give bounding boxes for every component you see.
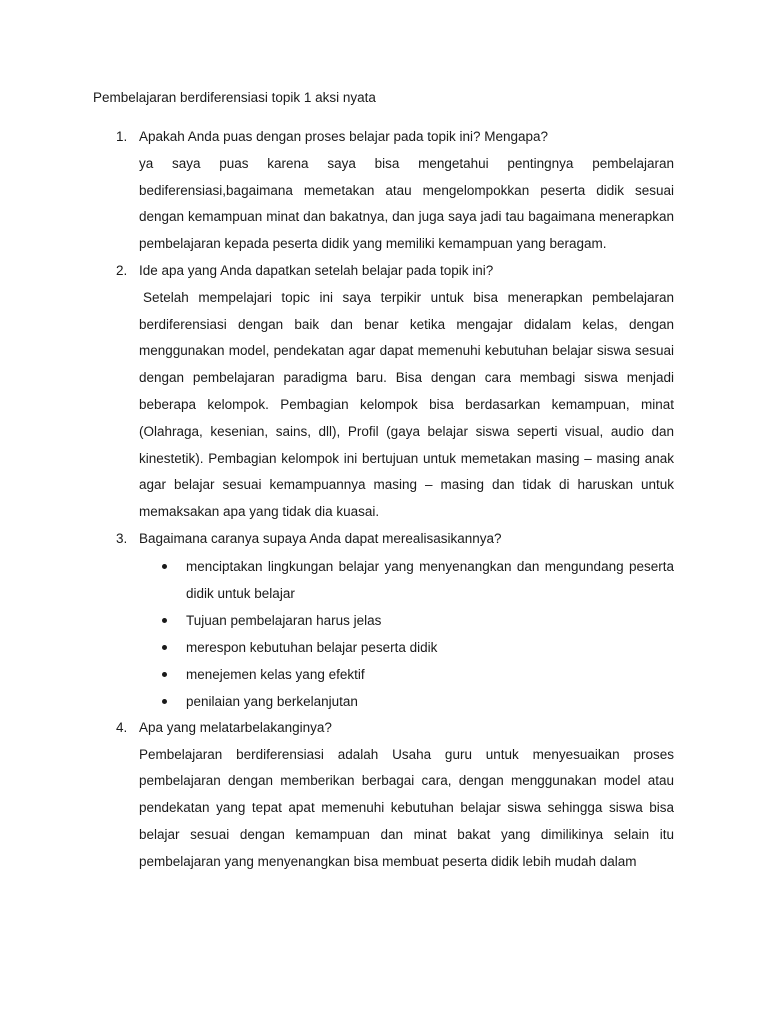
- bullet-item: [186, 634, 674, 661]
- question-number: 4.: [116, 719, 128, 735]
- bullet-text: Tujuan pembelajaran harus jelas: [186, 612, 382, 628]
- bullet-item: [186, 553, 674, 607]
- bullet-text: menejemen kelas yang efektif: [186, 666, 365, 682]
- bullet-icon: [162, 672, 167, 677]
- question-number: 3.: [116, 530, 128, 546]
- question-item-1: [0, 124, 768, 258]
- question-text: Ide apa yang Anda dapatkan setelah belajar pada topik ini?: [139, 262, 494, 278]
- bullet-icon: [162, 618, 167, 623]
- bullet-item: [186, 688, 674, 715]
- question-item-3: [0, 526, 768, 715]
- question-text: Apakah Anda puas dengan proses belajar pada topik ini? Mengapa?: [139, 129, 549, 144]
- bullet-icon: [162, 564, 167, 569]
- bullet-text: merespon kebutuhan belajar peserta didik: [186, 639, 438, 655]
- document-title: Pembelajaran berdiferensiasi topik 1 aksi nyata: [93, 90, 376, 105]
- question-number: 1.: [116, 129, 128, 144]
- question-number: 2.: [116, 262, 128, 278]
- bullet-item: [186, 607, 674, 634]
- answer-text: Pembelajaran berdiferensiasi adalah Usaha guru untuk menyesuaikan proses pembelajaran dengan memberikan berbagai cara, dengan menggunakan model atau pendekatan yang tepat apat memenuhi kebutuhan belajar siswa sehingga siswa bisa belajar sesuai dengan kemampuan dan minat bakat yang dimilikinya selain itu pembelajaran yang menyenangkan bisa membuat peserta didik lebih mudah dalam: [139, 746, 674, 869]
- bullet-list: [0, 553, 768, 715]
- bullet-text: penilaian yang berkelanjutan: [186, 693, 358, 709]
- bullet-item: [186, 661, 674, 688]
- answer-text: Setelah mempelajari topic ini saya terpikir untuk bisa menerapkan pembelajaran berdiferensiasi dengan baik dan benar ketika mengajar didalam kelas, dengan menggunakan model, pendekatan agar dapat memenuhi kebutuhan belajar siswa sesuai dengan pembelajaran paradigma baru. Bisa dengan cara membagi siswa menjadi beberapa kelompok. Pembagian kelompok bisa berdasarkan kemampuan, minat (Olahraga, kesenian, sains, dll), Profil (gaya belajar siswa seperti visual, audio dan kinestetik). Pembagian kelompok ini bertujuan untuk memetakan masing – masing anak agar belajar sesuai kemampuannya masing – masing dan tidak di haruskan untuk memaksakan apa yang tidak dia kuasai.: [139, 289, 674, 520]
- question-item-4: [0, 715, 768, 876]
- question-list: [0, 124, 768, 876]
- bullet-icon: [162, 699, 167, 704]
- question-text: Apa yang melatarbelakanginya?: [139, 719, 332, 735]
- question-text: Bagaimana caranya supaya Anda dapat merealisasikannya?: [139, 530, 502, 546]
- bullet-text: menciptakan lingkungan belajar yang menyenangkan dan mengundang peserta didik untuk belajar: [186, 558, 674, 601]
- answer-text: ya saya puas karena saya bisa mengetahui pentingnya pembelajaran bediferensiasi,bagaimana memetakan atau mengelompokkan peserta didik sesuai dengan kemampuan minat dan bakatnya, dan juga saya jadi tau bagaimana menerapkan pembelajaran kepada peserta didik yang memiliki kemampuan yang beragam.: [139, 155, 674, 252]
- bullet-icon: [162, 645, 167, 650]
- question-item-2: [0, 258, 768, 526]
